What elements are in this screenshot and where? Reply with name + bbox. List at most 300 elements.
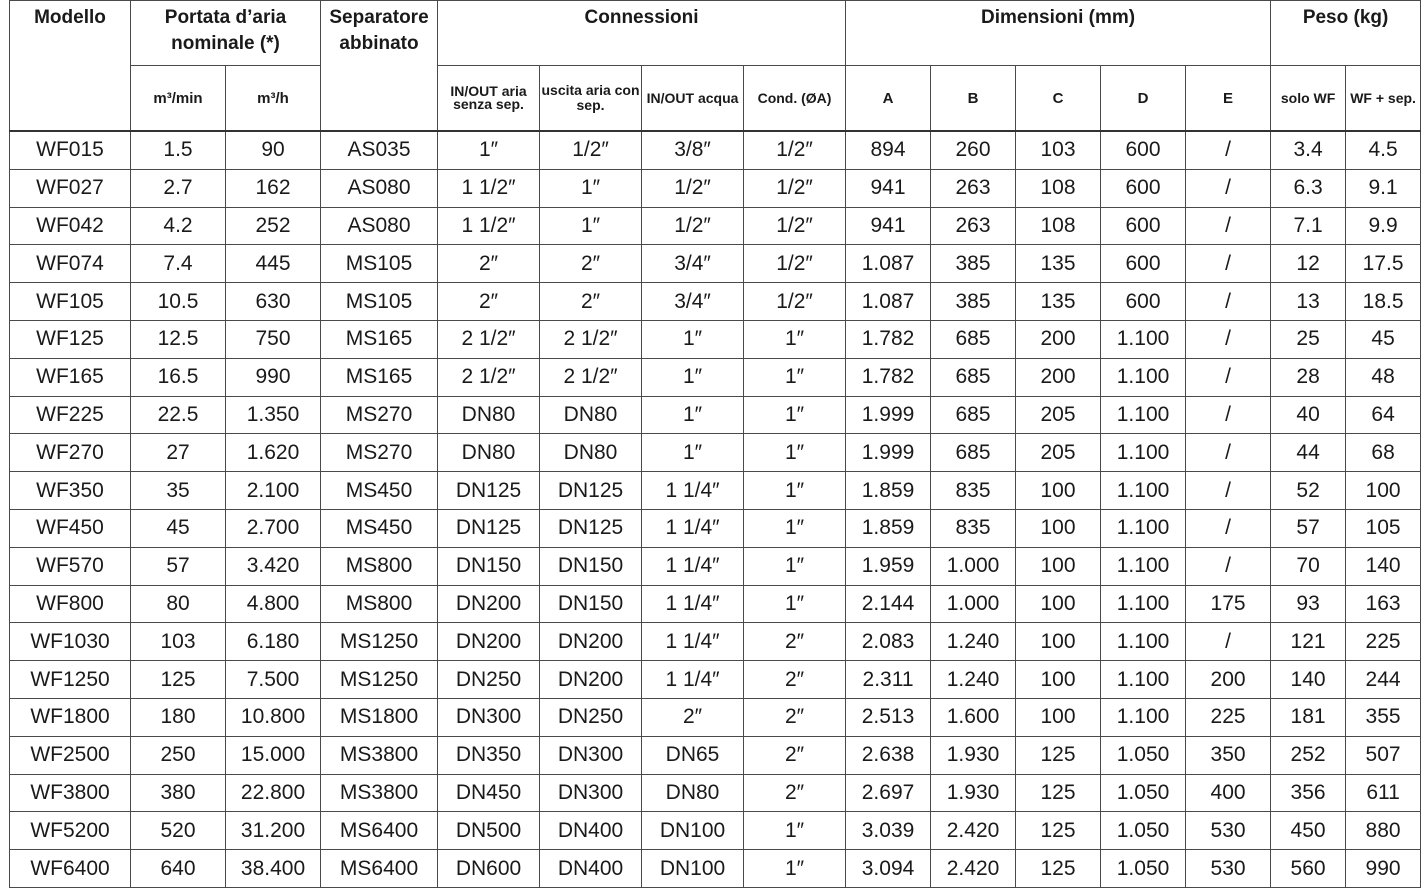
cell-wf-sep: 48 [1346, 358, 1421, 396]
cell-m3h: 4.800 [226, 585, 321, 623]
cell-dim-d: 1.050 [1101, 736, 1186, 774]
cell-separatore: AS080 [321, 169, 438, 207]
cell-solo-wf: 140 [1271, 661, 1346, 699]
cell-dim-a: 1.999 [846, 396, 931, 434]
cell-uscita-aria: DN250 [540, 698, 642, 736]
cell-cond: 1″ [744, 850, 846, 888]
cell-m3min: 7.4 [131, 245, 226, 283]
header-dimensioni: Dimensioni (mm) [846, 1, 1271, 66]
cell-dim-b: 260 [931, 131, 1016, 169]
cell-solo-wf: 57 [1271, 509, 1346, 547]
cell-wf-sep: 64 [1346, 396, 1421, 434]
cell-m3min: 35 [131, 472, 226, 510]
cell-cond: 1/2″ [744, 283, 846, 321]
cell-dim-a: 2.311 [846, 661, 931, 699]
cell-dim-c: 103 [1016, 131, 1101, 169]
cell-dim-d: 1.100 [1101, 472, 1186, 510]
cell-modello: WF450 [10, 509, 131, 547]
header-row-top [10, 1, 1421, 66]
cell-separatore: MS6400 [321, 850, 438, 888]
cell-separatore: MS105 [321, 245, 438, 283]
spec-table [9, 0, 1421, 888]
cell-separatore: MS800 [321, 585, 438, 623]
cell-cond: 1″ [744, 585, 846, 623]
header-dim-c: C [1016, 66, 1101, 132]
cell-separatore: AS080 [321, 207, 438, 245]
cell-dim-b: 263 [931, 169, 1016, 207]
cell-uscita-aria: 2 1/2″ [540, 320, 642, 358]
cell-modello: WF6400 [10, 850, 131, 888]
cell-m3h: 3.420 [226, 547, 321, 585]
cell-dim-a: 894 [846, 131, 931, 169]
cell-dim-e: / [1186, 169, 1271, 207]
cell-dim-e: 530 [1186, 850, 1271, 888]
cell-modello: WF350 [10, 472, 131, 510]
cell-solo-wf: 356 [1271, 774, 1346, 812]
cell-solo-wf: 93 [1271, 585, 1346, 623]
cell-inout-aria: DN80 [438, 396, 540, 434]
cell-inout-acqua: DN65 [642, 736, 744, 774]
cell-wf-sep: 18.5 [1346, 283, 1421, 321]
cell-dim-d: 1.100 [1101, 547, 1186, 585]
cell-dim-e: / [1186, 207, 1271, 245]
cell-dim-a: 1.999 [846, 434, 931, 472]
cell-dim-e: / [1186, 547, 1271, 585]
cell-solo-wf: 70 [1271, 547, 1346, 585]
cell-dim-b: 2.420 [931, 850, 1016, 888]
cell-dim-b: 835 [931, 509, 1016, 547]
cell-dim-d: 1.100 [1101, 320, 1186, 358]
table-row [10, 169, 1421, 207]
cell-inout-aria: 1 1/2″ [438, 169, 540, 207]
cell-m3min: 1.5 [131, 131, 226, 169]
cell-wf-sep: 100 [1346, 472, 1421, 510]
cell-dim-d: 1.100 [1101, 585, 1186, 623]
cell-dim-d: 1.050 [1101, 774, 1186, 812]
cell-separatore: AS035 [321, 131, 438, 169]
cell-m3h: 6.180 [226, 623, 321, 661]
table-row [10, 472, 1421, 510]
cell-m3min: 103 [131, 623, 226, 661]
cell-modello: WF1250 [10, 661, 131, 699]
cell-cond: 2″ [744, 698, 846, 736]
cell-dim-e: / [1186, 472, 1271, 510]
cell-cond: 1/2″ [744, 131, 846, 169]
cell-solo-wf: 12 [1271, 245, 1346, 283]
cell-inout-aria: DN500 [438, 812, 540, 850]
cell-dim-c: 205 [1016, 434, 1101, 472]
cell-dim-b: 685 [931, 358, 1016, 396]
cell-modello: WF800 [10, 585, 131, 623]
header-dim-e: E [1186, 66, 1271, 132]
cell-inout-acqua: DN100 [642, 850, 744, 888]
cell-inout-acqua: DN80 [642, 774, 744, 812]
cell-wf-sep: 880 [1346, 812, 1421, 850]
cell-inout-acqua: 3/8″ [642, 131, 744, 169]
cell-modello: WF015 [10, 131, 131, 169]
cell-dim-a: 3.094 [846, 850, 931, 888]
cell-modello: WF042 [10, 207, 131, 245]
cell-modello: WF270 [10, 434, 131, 472]
header-wf-sep: WF + sep. [1346, 66, 1421, 132]
cell-modello: WF3800 [10, 774, 131, 812]
cell-dim-b: 685 [931, 320, 1016, 358]
cell-uscita-aria: DN300 [540, 774, 642, 812]
cell-solo-wf: 28 [1271, 358, 1346, 396]
header-cond: Cond. (ØA) [744, 66, 846, 132]
cell-dim-d: 1.050 [1101, 850, 1186, 888]
cell-m3h: 31.200 [226, 812, 321, 850]
header-peso: Peso (kg) [1271, 1, 1421, 66]
cell-modello: WF105 [10, 283, 131, 321]
cell-uscita-aria: DN200 [540, 623, 642, 661]
cell-solo-wf: 252 [1271, 736, 1346, 774]
cell-wf-sep: 163 [1346, 585, 1421, 623]
cell-wf-sep: 4.5 [1346, 131, 1421, 169]
cell-wf-sep: 507 [1346, 736, 1421, 774]
cell-modello: WF165 [10, 358, 131, 396]
cell-solo-wf: 40 [1271, 396, 1346, 434]
table-row [10, 131, 1421, 169]
cell-modello: WF1800 [10, 698, 131, 736]
cell-cond: 2″ [744, 736, 846, 774]
cell-m3h: 22.800 [226, 774, 321, 812]
cell-dim-d: 1.100 [1101, 661, 1186, 699]
cell-dim-e: 350 [1186, 736, 1271, 774]
cell-m3min: 640 [131, 850, 226, 888]
cell-solo-wf: 450 [1271, 812, 1346, 850]
cell-modello: WF225 [10, 396, 131, 434]
cell-separatore: MS165 [321, 358, 438, 396]
cell-inout-acqua: 1″ [642, 358, 744, 396]
cell-separatore: MS800 [321, 547, 438, 585]
table-body [10, 131, 1421, 887]
cell-uscita-aria: 2 1/2″ [540, 358, 642, 396]
cell-dim-a: 1.087 [846, 245, 931, 283]
cell-modello: WF027 [10, 169, 131, 207]
cell-solo-wf: 121 [1271, 623, 1346, 661]
cell-dim-b: 385 [931, 283, 1016, 321]
cell-dim-e: / [1186, 131, 1271, 169]
cell-dim-b: 1.600 [931, 698, 1016, 736]
cell-uscita-aria: DN400 [540, 812, 642, 850]
cell-inout-aria: DN450 [438, 774, 540, 812]
cell-dim-e: / [1186, 509, 1271, 547]
cell-cond: 1/2″ [744, 169, 846, 207]
cell-dim-b: 685 [931, 434, 1016, 472]
cell-dim-e: 225 [1186, 698, 1271, 736]
cell-uscita-aria: DN150 [540, 585, 642, 623]
cell-m3min: 380 [131, 774, 226, 812]
cell-dim-a: 3.039 [846, 812, 931, 850]
cell-modello: WF2500 [10, 736, 131, 774]
cell-inout-aria: DN600 [438, 850, 540, 888]
cell-inout-acqua: 3/4″ [642, 245, 744, 283]
cell-solo-wf: 7.1 [1271, 207, 1346, 245]
table-row [10, 623, 1421, 661]
cell-separatore: MS1800 [321, 698, 438, 736]
cell-inout-acqua: 1″ [642, 434, 744, 472]
cell-inout-aria: 2 1/2″ [438, 358, 540, 396]
cell-uscita-aria: 2″ [540, 245, 642, 283]
cell-m3min: 180 [131, 698, 226, 736]
cell-wf-sep: 244 [1346, 661, 1421, 699]
cell-modello: WF5200 [10, 812, 131, 850]
cell-m3h: 162 [226, 169, 321, 207]
cell-modello: WF1030 [10, 623, 131, 661]
cell-solo-wf: 560 [1271, 850, 1346, 888]
cell-dim-d: 600 [1101, 207, 1186, 245]
header-inout-acqua: IN/OUT acqua [642, 66, 744, 132]
cell-m3h: 1.620 [226, 434, 321, 472]
cell-dim-c: 100 [1016, 661, 1101, 699]
cell-inout-aria: DN200 [438, 623, 540, 661]
cell-m3min: 4.2 [131, 207, 226, 245]
cell-wf-sep: 17.5 [1346, 245, 1421, 283]
cell-uscita-aria: DN125 [540, 509, 642, 547]
table-row [10, 585, 1421, 623]
cell-m3min: 22.5 [131, 396, 226, 434]
cell-solo-wf: 181 [1271, 698, 1346, 736]
cell-cond: 2″ [744, 774, 846, 812]
cell-modello: WF570 [10, 547, 131, 585]
cell-uscita-aria: DN80 [540, 396, 642, 434]
table-row [10, 547, 1421, 585]
cell-dim-d: 600 [1101, 131, 1186, 169]
cell-m3h: 252 [226, 207, 321, 245]
cell-inout-aria: DN300 [438, 698, 540, 736]
cell-cond: 1/2″ [744, 207, 846, 245]
cell-dim-b: 263 [931, 207, 1016, 245]
cell-dim-a: 1.859 [846, 509, 931, 547]
cell-dim-b: 1.240 [931, 623, 1016, 661]
cell-inout-aria: DN125 [438, 472, 540, 510]
cell-inout-acqua: 3/4″ [642, 283, 744, 321]
cell-dim-e: / [1186, 396, 1271, 434]
cell-dim-a: 2.697 [846, 774, 931, 812]
cell-inout-aria: DN150 [438, 547, 540, 585]
table-row [10, 207, 1421, 245]
cell-dim-c: 125 [1016, 774, 1101, 812]
cell-dim-e: / [1186, 358, 1271, 396]
header-separatore: Separatore abbinato [321, 1, 438, 132]
cell-cond: 1″ [744, 547, 846, 585]
cell-dim-a: 941 [846, 169, 931, 207]
cell-wf-sep: 355 [1346, 698, 1421, 736]
cell-inout-acqua: 1 1/4″ [642, 585, 744, 623]
cell-inout-acqua: 2″ [642, 698, 744, 736]
cell-inout-acqua: 1 1/4″ [642, 623, 744, 661]
cell-cond: 1″ [744, 434, 846, 472]
cell-solo-wf: 52 [1271, 472, 1346, 510]
cell-inout-acqua: DN100 [642, 812, 744, 850]
cell-dim-d: 1.100 [1101, 623, 1186, 661]
header-m3min: m³/min [131, 66, 226, 132]
cell-solo-wf: 44 [1271, 434, 1346, 472]
cell-m3min: 250 [131, 736, 226, 774]
header-modello: Modello [10, 1, 131, 132]
cell-dim-e: / [1186, 623, 1271, 661]
cell-separatore: MS165 [321, 320, 438, 358]
table-row [10, 850, 1421, 888]
cell-m3h: 1.350 [226, 396, 321, 434]
cell-uscita-aria: 2″ [540, 283, 642, 321]
cell-inout-aria: 2 1/2″ [438, 320, 540, 358]
cell-m3min: 45 [131, 509, 226, 547]
cell-separatore: MS105 [321, 283, 438, 321]
cell-m3h: 10.800 [226, 698, 321, 736]
table-row [10, 736, 1421, 774]
cell-dim-a: 2.638 [846, 736, 931, 774]
header-dim-b: B [931, 66, 1016, 132]
cell-dim-c: 125 [1016, 850, 1101, 888]
cell-uscita-aria: DN150 [540, 547, 642, 585]
cell-dim-a: 1.859 [846, 472, 931, 510]
table-row [10, 774, 1421, 812]
cell-wf-sep: 105 [1346, 509, 1421, 547]
cell-dim-b: 1.930 [931, 774, 1016, 812]
cell-dim-a: 1.959 [846, 547, 931, 585]
cell-dim-d: 1.100 [1101, 698, 1186, 736]
cell-cond: 1″ [744, 812, 846, 850]
cell-separatore: MS6400 [321, 812, 438, 850]
cell-m3min: 10.5 [131, 283, 226, 321]
cell-m3min: 125 [131, 661, 226, 699]
header-dim-d: D [1101, 66, 1186, 132]
cell-m3min: 80 [131, 585, 226, 623]
cell-m3h: 750 [226, 320, 321, 358]
cell-wf-sep: 45 [1346, 320, 1421, 358]
cell-cond: 1″ [744, 358, 846, 396]
cell-dim-b: 1.930 [931, 736, 1016, 774]
cell-m3h: 7.500 [226, 661, 321, 699]
cell-inout-aria: DN200 [438, 585, 540, 623]
table-row [10, 698, 1421, 736]
cell-dim-e: 400 [1186, 774, 1271, 812]
cell-uscita-aria: DN200 [540, 661, 642, 699]
header-uscita-aria: uscita aria con sep. [540, 66, 642, 132]
cell-dim-c: 200 [1016, 358, 1101, 396]
cell-dim-c: 100 [1016, 472, 1101, 510]
cell-inout-acqua: 1 1/4″ [642, 472, 744, 510]
cell-dim-c: 125 [1016, 812, 1101, 850]
cell-dim-a: 2.083 [846, 623, 931, 661]
cell-dim-c: 125 [1016, 736, 1101, 774]
cell-dim-e: / [1186, 283, 1271, 321]
cell-dim-e: / [1186, 434, 1271, 472]
cell-dim-b: 685 [931, 396, 1016, 434]
cell-inout-acqua: 1 1/4″ [642, 509, 744, 547]
cell-inout-aria: 2″ [438, 283, 540, 321]
cell-separatore: MS270 [321, 396, 438, 434]
cell-cond: 1/2″ [744, 245, 846, 283]
table-row [10, 812, 1421, 850]
cell-dim-a: 1.087 [846, 283, 931, 321]
header-inout-aria: IN/OUT aria senza sep. [438, 66, 540, 132]
cell-inout-acqua: 1″ [642, 320, 744, 358]
cell-m3min: 27 [131, 434, 226, 472]
cell-inout-acqua: 1″ [642, 396, 744, 434]
cell-m3h: 15.000 [226, 736, 321, 774]
cell-separatore: MS3800 [321, 774, 438, 812]
cell-inout-acqua: 1/2″ [642, 169, 744, 207]
cell-uscita-aria: DN400 [540, 850, 642, 888]
cell-inout-aria: 2″ [438, 245, 540, 283]
cell-uscita-aria: DN300 [540, 736, 642, 774]
cell-dim-d: 1.050 [1101, 812, 1186, 850]
cell-dim-d: 600 [1101, 169, 1186, 207]
cell-modello: WF074 [10, 245, 131, 283]
cell-dim-e: / [1186, 320, 1271, 358]
cell-dim-c: 100 [1016, 585, 1101, 623]
cell-cond: 1″ [744, 509, 846, 547]
header-m3h: m³/h [226, 66, 321, 132]
header-portata: Portata d’aria nominale (*) [131, 1, 321, 66]
cell-cond: 2″ [744, 623, 846, 661]
cell-wf-sep: 990 [1346, 850, 1421, 888]
cell-dim-c: 100 [1016, 698, 1101, 736]
cell-inout-acqua: 1/2″ [642, 207, 744, 245]
cell-m3h: 2.700 [226, 509, 321, 547]
cell-dim-c: 108 [1016, 169, 1101, 207]
header-row-sub [10, 66, 1421, 132]
header-connessioni: Connessioni [438, 1, 846, 66]
cell-cond: 1″ [744, 396, 846, 434]
cell-modello: WF125 [10, 320, 131, 358]
cell-m3h: 38.400 [226, 850, 321, 888]
header-solo-wf: solo WF [1271, 66, 1346, 132]
cell-wf-sep: 611 [1346, 774, 1421, 812]
table-row [10, 434, 1421, 472]
cell-dim-b: 385 [931, 245, 1016, 283]
table-header [10, 1, 1421, 132]
cell-dim-b: 1.000 [931, 585, 1016, 623]
cell-separatore: MS270 [321, 434, 438, 472]
table-row [10, 245, 1421, 283]
cell-inout-acqua: 1 1/4″ [642, 661, 744, 699]
cell-m3min: 12.5 [131, 320, 226, 358]
table-row [10, 509, 1421, 547]
cell-dim-c: 100 [1016, 547, 1101, 585]
cell-dim-b: 835 [931, 472, 1016, 510]
cell-uscita-aria: 1″ [540, 207, 642, 245]
cell-uscita-aria: 1″ [540, 169, 642, 207]
cell-separatore: MS3800 [321, 736, 438, 774]
cell-solo-wf: 3.4 [1271, 131, 1346, 169]
cell-dim-b: 1.000 [931, 547, 1016, 585]
cell-wf-sep: 9.1 [1346, 169, 1421, 207]
cell-dim-e: 530 [1186, 812, 1271, 850]
cell-dim-d: 1.100 [1101, 509, 1186, 547]
cell-dim-d: 600 [1101, 245, 1186, 283]
cell-dim-c: 108 [1016, 207, 1101, 245]
cell-dim-c: 200 [1016, 320, 1101, 358]
cell-dim-c: 135 [1016, 283, 1101, 321]
cell-dim-a: 2.513 [846, 698, 931, 736]
cell-inout-aria: DN250 [438, 661, 540, 699]
cell-inout-acqua: 1 1/4″ [642, 547, 744, 585]
cell-wf-sep: 68 [1346, 434, 1421, 472]
cell-dim-c: 205 [1016, 396, 1101, 434]
cell-cond: 1″ [744, 320, 846, 358]
cell-dim-a: 1.782 [846, 358, 931, 396]
cell-dim-c: 100 [1016, 509, 1101, 547]
cell-dim-e: 200 [1186, 661, 1271, 699]
cell-m3min: 16.5 [131, 358, 226, 396]
cell-inout-aria: 1″ [438, 131, 540, 169]
cell-dim-b: 2.420 [931, 812, 1016, 850]
cell-dim-a: 1.782 [846, 320, 931, 358]
